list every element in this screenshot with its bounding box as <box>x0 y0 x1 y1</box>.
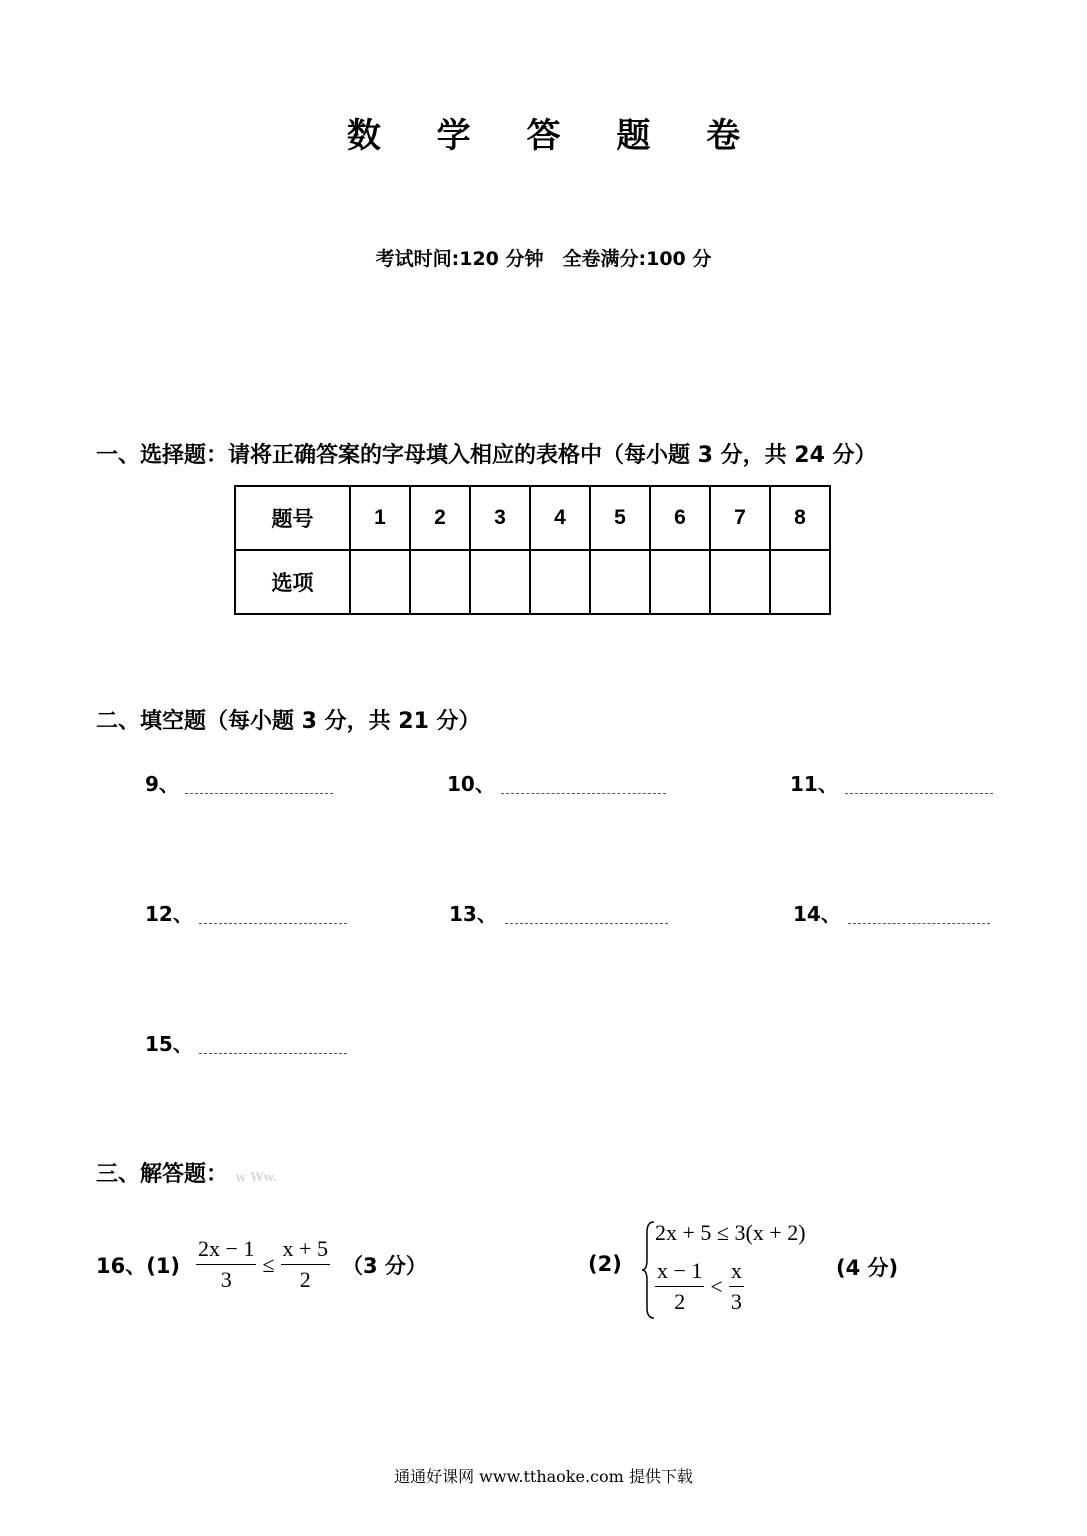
left-brace-icon <box>640 1220 656 1320</box>
question-16-label: 16、(1) <box>96 1253 181 1278</box>
blank-label-11: 11、 <box>790 772 838 796</box>
section2-heading: 二、填空题（每小题 3 分，共 21 分） <box>96 709 481 734</box>
answer-cell[interactable] <box>530 550 590 614</box>
answer-blank-11[interactable] <box>845 793 993 794</box>
answer-blank-12[interactable] <box>199 923 347 924</box>
fraction-denominator: 3 <box>730 1289 742 1314</box>
section1-heading: 一、选择题：请将正确答案的字母填入相应的表格中（每小题 3 分，共 24 分） <box>96 443 877 468</box>
fraction-numerator: x + 5 <box>281 1236 330 1265</box>
answer-cell[interactable] <box>590 550 650 614</box>
section3-heading-text: 三、解答题： <box>96 1162 229 1187</box>
answer-cell[interactable] <box>770 550 830 614</box>
fraction-numerator: 2x − 1 <box>196 1236 256 1265</box>
answer-cell[interactable] <box>470 550 530 614</box>
inequality-sign: ≤ <box>262 1251 275 1277</box>
answer-cell[interactable] <box>650 550 710 614</box>
fraction-numerator: x − 1 <box>655 1258 704 1287</box>
answer-table <box>234 485 831 615</box>
row-header-option: 选项 <box>235 550 350 614</box>
fraction-denominator: 3 <box>220 1267 232 1292</box>
blank-label-9: 9、 <box>145 772 179 796</box>
question-number: 5 <box>590 486 650 550</box>
blank-label-10: 10、 <box>447 772 495 796</box>
question-number: 8 <box>770 486 830 550</box>
answer-cell[interactable] <box>410 550 470 614</box>
fraction-numerator: x <box>729 1258 744 1287</box>
answer-blank-9[interactable] <box>185 793 333 794</box>
blank-label-15: 15、 <box>145 1032 193 1056</box>
blank-label-14: 14、 <box>793 902 841 926</box>
inequality-sign: < <box>710 1273 723 1299</box>
answer-blank-14[interactable] <box>848 923 990 924</box>
question-number: 4 <box>530 486 590 550</box>
question-number: 1 <box>350 486 410 550</box>
page-title: 数 学 答 题 卷 <box>346 116 763 156</box>
blank-label-12: 12、 <box>145 902 193 926</box>
answer-blank-10[interactable] <box>501 793 666 794</box>
exam-info: 考试时间:120 分钟 全卷满分:100 分 <box>375 248 712 270</box>
table-row-options <box>235 550 830 614</box>
answer-cell[interactable] <box>350 550 410 614</box>
question-16-part2-label: (2) <box>588 1252 622 1276</box>
fraction-rhs <box>281 1236 330 1293</box>
question-number: 6 <box>650 486 710 550</box>
question-number: 2 <box>410 486 470 550</box>
footer-source: 通通好课网 www.tthaoke.com 提供下载 <box>394 1467 693 1486</box>
system-line1: 2x + 5 ≤ 3(x + 2) <box>655 1220 806 1245</box>
fraction-rhs <box>729 1258 744 1315</box>
question-16-part1 <box>96 1236 427 1293</box>
table-row-numbers <box>235 486 830 550</box>
fraction-lhs <box>196 1236 256 1293</box>
points-label: (4 分) <box>836 1256 899 1280</box>
section3-heading <box>96 1157 277 1188</box>
system-line2 <box>655 1258 744 1315</box>
question-number: 7 <box>710 486 770 550</box>
points-label: （3 分） <box>341 1253 427 1278</box>
answer-blank-13[interactable] <box>505 923 668 924</box>
fraction-denominator: 2 <box>299 1267 311 1292</box>
faint-watermark: w Ww. <box>235 1170 277 1184</box>
question-number: 3 <box>470 486 530 550</box>
answer-cell[interactable] <box>710 550 770 614</box>
answer-blank-15[interactable] <box>199 1053 347 1054</box>
fraction-lhs <box>655 1258 704 1315</box>
fraction-denominator: 2 <box>674 1289 686 1314</box>
blank-label-13: 13、 <box>449 902 497 926</box>
row-header-number: 题号 <box>235 486 350 550</box>
